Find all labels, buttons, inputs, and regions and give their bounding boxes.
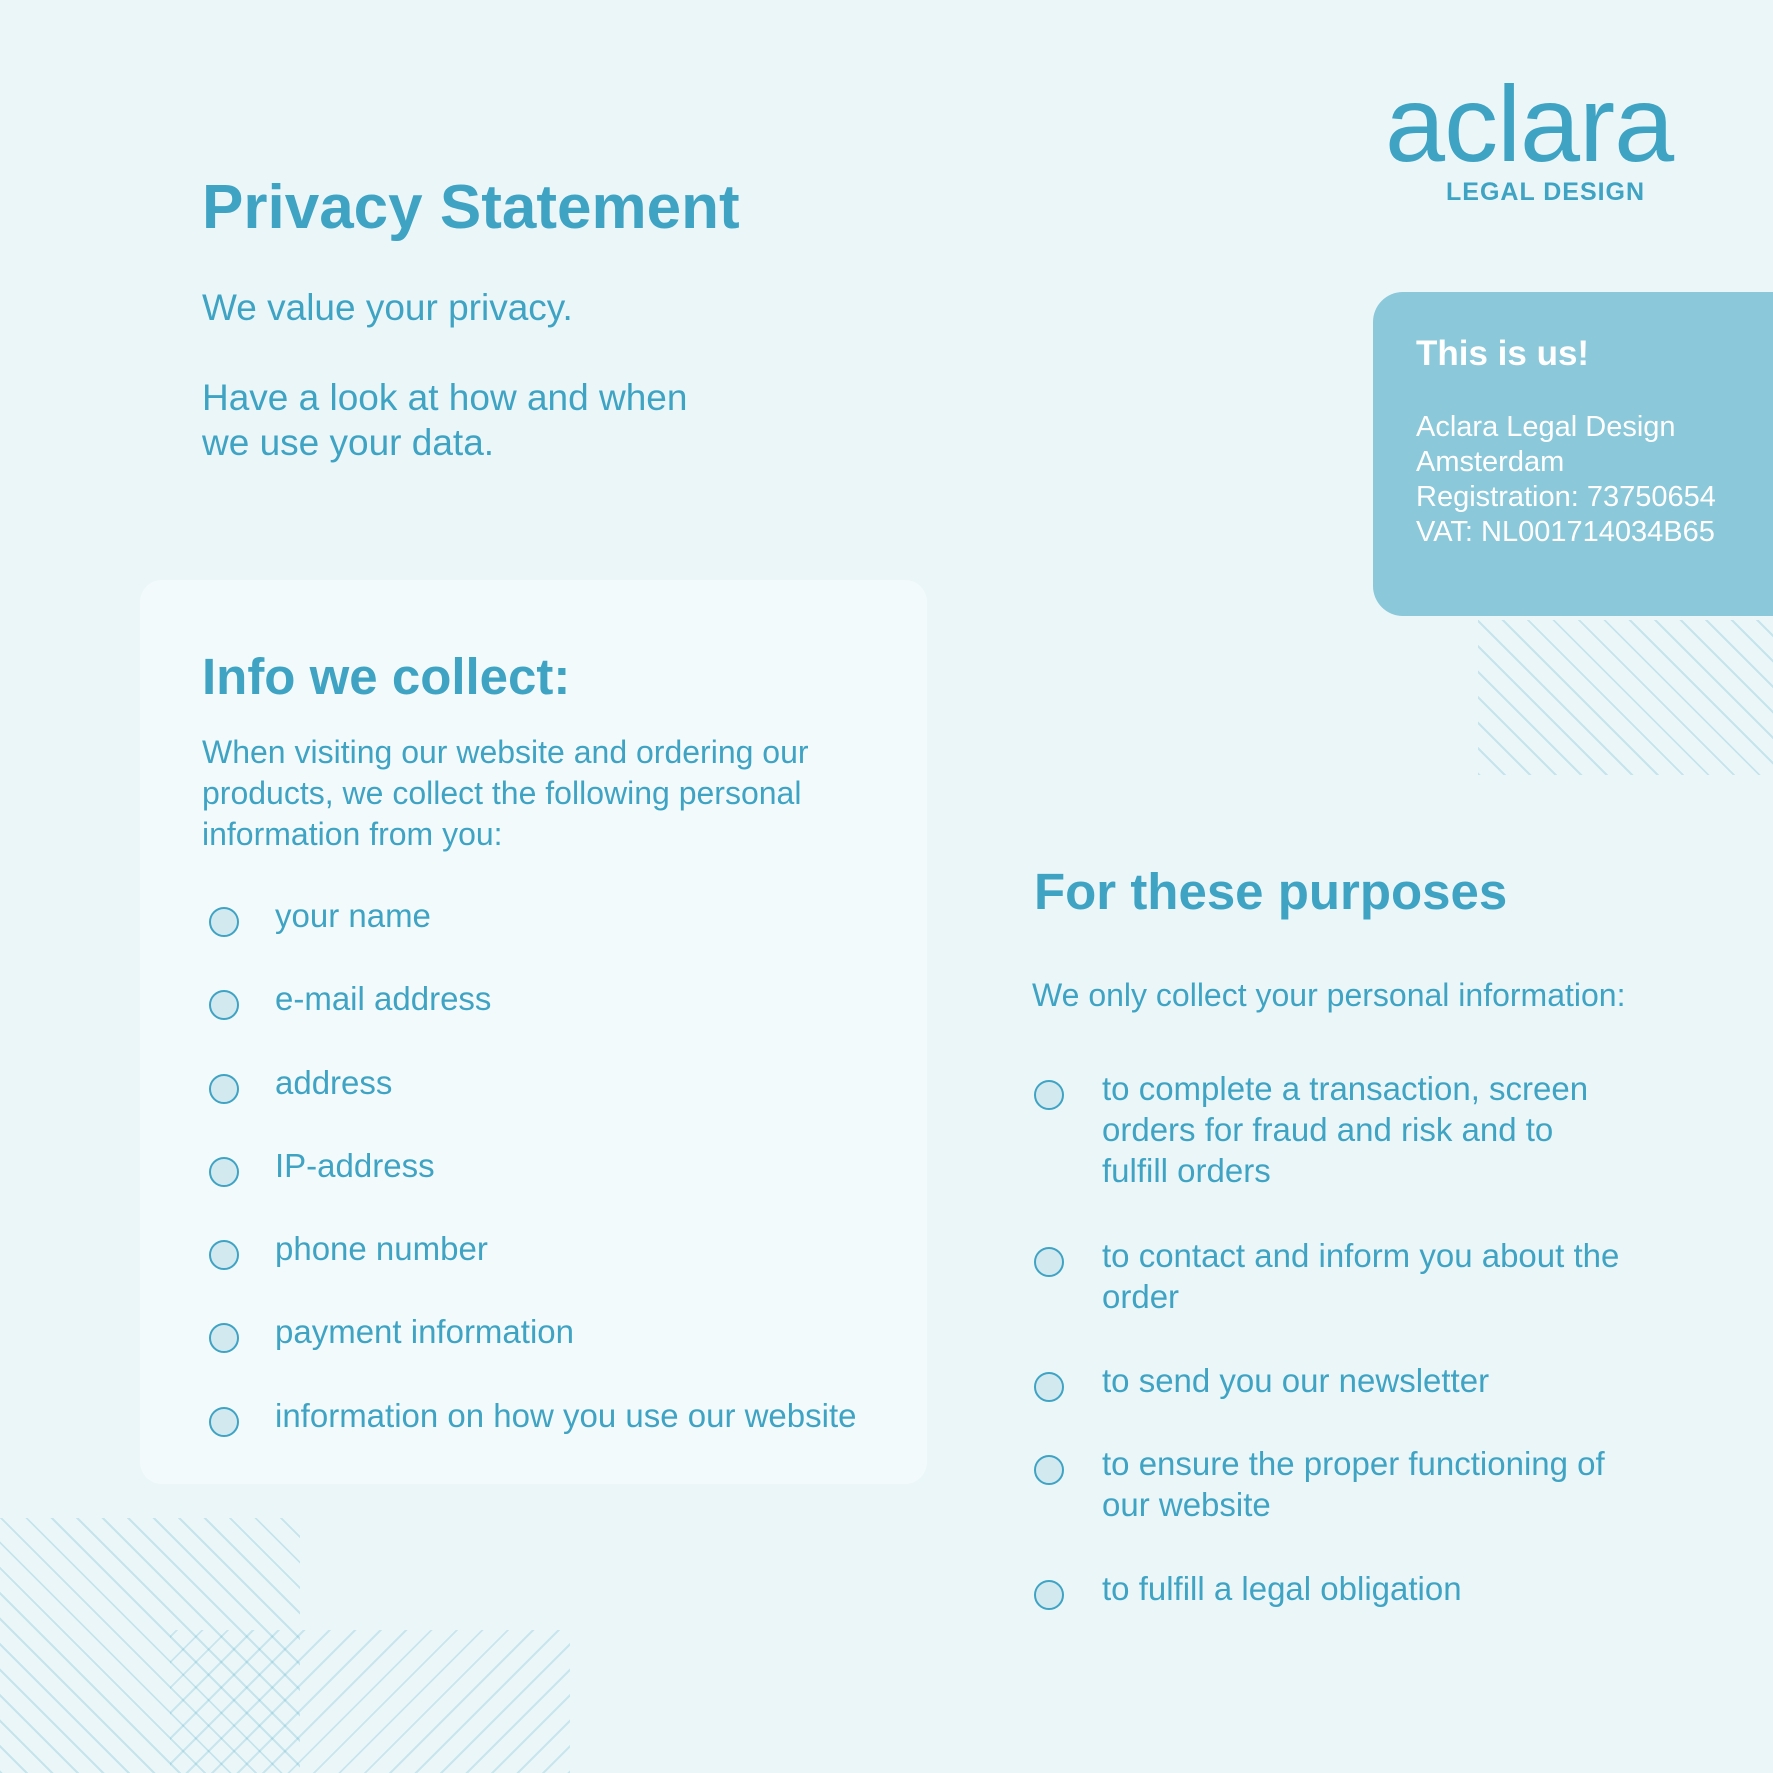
list-item <box>209 1396 857 1486</box>
list-item <box>209 897 857 986</box>
contact-company: Aclara Legal Design <box>1416 411 1676 443</box>
list-item-label: to complete a transaction, screen orders for fraud and risk and to fulfill orders <box>1102 1070 1589 1189</box>
contact-title: This is us! <box>1416 334 1590 373</box>
list-item <box>1034 1237 1622 1366</box>
aclara-logo: aclara <box>1385 63 1674 184</box>
list-item <box>1034 1362 1622 1449</box>
list-item-label: to fulfill a legal obligation <box>1102 1570 1462 1607</box>
circle-bullet-icon <box>1034 1372 1064 1402</box>
hatch-pattern-bottom-left-cross <box>170 1630 570 1773</box>
list-item <box>1034 1445 1622 1574</box>
logo-subtitle: LEGAL DESIGN <box>1446 178 1646 206</box>
list-item <box>209 1063 857 1153</box>
circle-bullet-icon <box>1034 1080 1064 1110</box>
page-title: Privacy Statement <box>202 173 740 242</box>
circle-bullet-icon <box>209 1157 239 1187</box>
list-item-label: your name <box>275 897 431 934</box>
hatch-pattern-top-right <box>1478 620 1773 775</box>
list-item-label: to ensure the proper functioning of our website <box>1102 1445 1605 1523</box>
list-item-label: e-mail address <box>275 980 492 1018</box>
circle-bullet-icon <box>209 1074 239 1104</box>
intro-line-data-2: we use your data. <box>202 422 495 463</box>
circle-bullet-icon <box>209 1323 239 1353</box>
list-item-label: address <box>275 1063 393 1101</box>
intro-text <box>202 285 687 465</box>
circle-bullet-icon <box>209 1407 239 1437</box>
list-item-label: to send you our newsletter <box>1102 1362 1490 1399</box>
circle-bullet-icon <box>209 1240 239 1270</box>
list-item-label: IP-address <box>275 1146 435 1184</box>
info-collect-description: When visiting our website and ordering our products, we collect the following personal information from you: <box>202 734 809 852</box>
purposes-description: We only collect your personal information: <box>1032 977 1626 1013</box>
list-item-label: to contact and inform you about the order <box>1102 1237 1620 1315</box>
circle-bullet-icon <box>1034 1580 1064 1610</box>
intro-line-data <box>202 375 687 465</box>
list-item <box>1034 1070 1622 1241</box>
intro-line-data-1: Have a look at how and when <box>202 377 688 418</box>
contact-details <box>1416 410 1716 550</box>
purposes-title: For these purposes <box>1034 863 1508 920</box>
info-collect-title: Info we collect: <box>202 648 571 705</box>
circle-bullet-icon <box>209 990 239 1020</box>
circle-bullet-icon <box>209 907 239 937</box>
list-item <box>209 1313 857 1402</box>
purposes-list <box>1034 1070 1622 1634</box>
list-item <box>209 1146 857 1236</box>
contact-registration: Registration: 73750654 <box>1416 481 1716 513</box>
list-item-label: information on how you use our website <box>275 1396 857 1434</box>
intro-line-privacy: We value your privacy. <box>202 287 573 328</box>
circle-bullet-icon <box>1034 1247 1064 1277</box>
info-collect-list <box>209 897 857 1486</box>
list-item-label: phone number <box>275 1230 488 1268</box>
info-collect-card <box>140 580 927 1484</box>
list-item <box>209 1230 857 1319</box>
list-item-label: payment information <box>275 1313 574 1351</box>
contact-card <box>1373 292 1773 616</box>
circle-bullet-icon <box>1034 1455 1064 1485</box>
list-item <box>1034 1570 1622 1634</box>
contact-vat: VAT: NL001714034B65 <box>1416 516 1715 548</box>
list-item <box>209 980 857 1069</box>
contact-city: Amsterdam <box>1416 446 1565 478</box>
